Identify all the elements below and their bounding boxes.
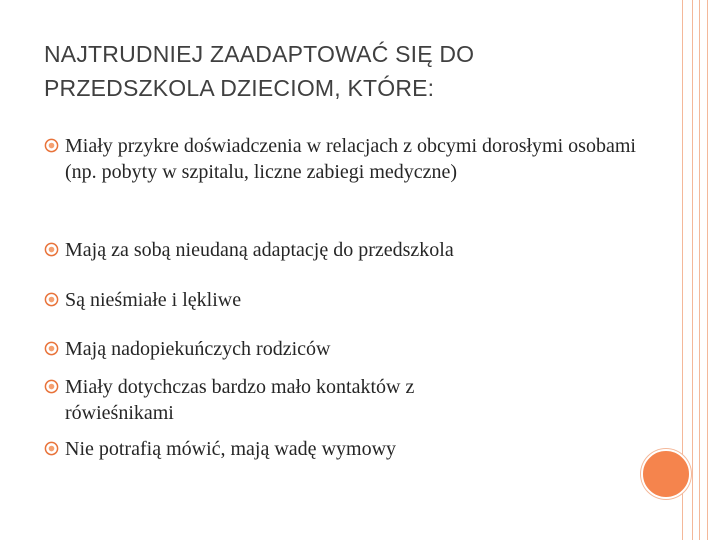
decorative-line — [699, 0, 700, 540]
slide-title-line-2: PRZEDSZKOLA DZIECIOM, KTÓRE: — [44, 75, 435, 101]
bullet-text: Miały dotychczas bardzo mało kontaktów z rówieśnikami — [65, 376, 415, 424]
list-item — [44, 336, 654, 362]
list-item — [44, 436, 654, 462]
bullet-text: Miały przykre doświadczenia w relacjach z obcymi dorosłymi osobami (np. pobyty w szpitalu, liczne zabiegi medyczne) — [65, 135, 636, 183]
bullet-text: Są nieśmiałe i lękliwe — [65, 289, 242, 311]
bullet-text: Nie potrafią mówić, mają wadę wymowy — [65, 438, 397, 460]
slide-title-line-1: NAJTRUDNIEJ ZAADAPTOWAĆ SIĘ DO — [44, 41, 475, 67]
slide-title — [44, 37, 644, 105]
decorative-line — [707, 0, 708, 540]
sun-bullet-icon — [44, 341, 59, 356]
list-item — [44, 237, 654, 263]
decorative-line — [692, 0, 693, 540]
sun-bullet-icon — [44, 379, 59, 394]
bullet-text: Mają nadopiekuńczych rodziców — [65, 338, 331, 360]
list-item — [44, 287, 654, 313]
bullet-text: Mają za sobą nieudaną adaptację do przedszkola — [65, 239, 454, 261]
sun-bullet-icon — [44, 441, 59, 456]
sun-bullet-icon — [44, 292, 59, 307]
sun-bullet-icon — [44, 138, 59, 153]
list-item — [44, 133, 654, 185]
sun-bullet-icon — [44, 242, 59, 257]
list-item — [44, 374, 504, 426]
